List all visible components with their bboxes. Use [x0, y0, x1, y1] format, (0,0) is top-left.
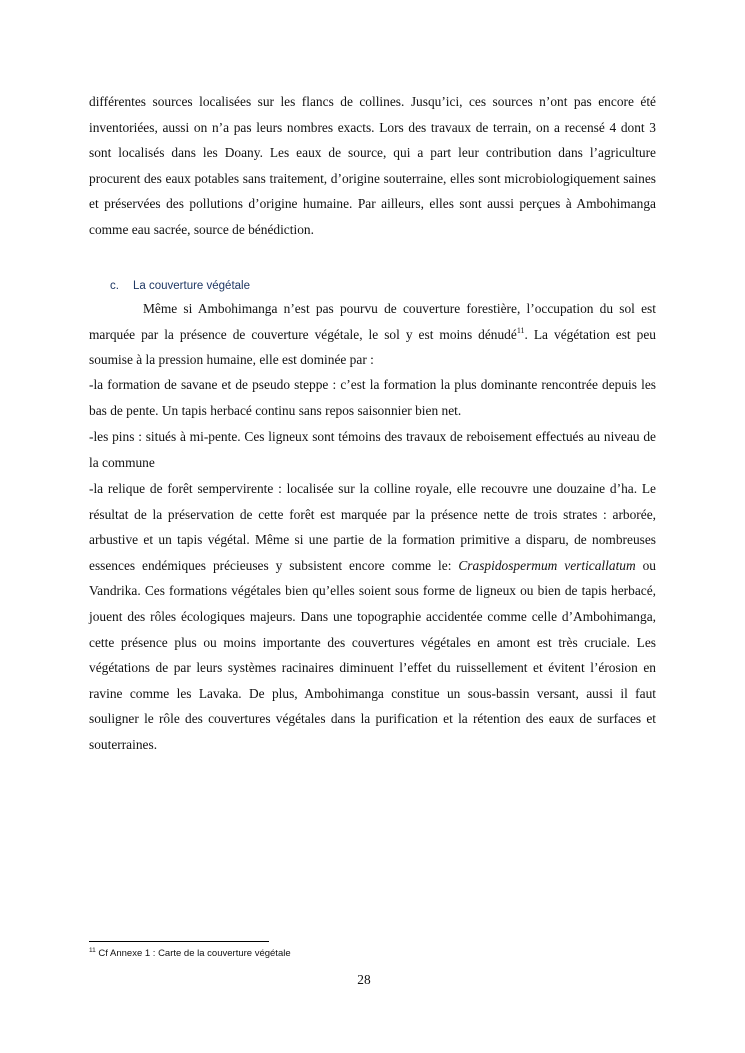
paragraph-water-sources: différentes sources localisées sur les flancs de collines. Jusqu’ici, ces sources n’ont pas encore été inventoriées, aussi on n’a pas leurs nombres exacts. Lors des travaux de terrain, on a recensé 4 dont 3 sont localisés dans les Doany. Les eaux de source, qui a part leur contribution dans l’agriculture procurent des eaux potables sans traitement, d’origine souterraine, elles sont microbiologiquement saines et préservées des pollutions d’origine humaine. Par ailleurs, elles sont aussi perçues à Ambohimanga comme eau sacrée, source de bénédiction.	[89, 94, 656, 237]
footnote	[89, 947, 291, 961]
page-number: 28	[357, 972, 371, 987]
intro-text-continued: . La végétation est peu soumise à la pression humaine, elle est dominée par :	[89, 326, 656, 368]
list-item-savane: -la formation de savane et de pseudo steppe : c’est la formation la plus dominante rencontrée depuis les bas de pente. Un tapis herbacé continu sans repos saisonnier bien net.	[89, 377, 656, 418]
species-name: Craspidospermum verticallatum	[458, 557, 636, 573]
section-marker: c.	[110, 280, 119, 292]
footnote-text: Cf Annexe 1 : Carte de la couverture végétale	[95, 948, 291, 959]
footnote-reference: 11	[516, 325, 525, 335]
list-item-foret	[89, 476, 656, 758]
paragraph-vegetation-intro	[89, 296, 656, 373]
section-title: La couverture végétale	[133, 280, 250, 292]
footnote-number: 11	[89, 947, 96, 954]
list-item-pins: -les pins : situés à mi-pente. Ces ligneux sont témoins des travaux de reboisement effectués au niveau de la commune	[89, 429, 656, 470]
section-heading	[110, 278, 250, 294]
foret-text: -la relique de forêt sempervirente : localisée sur la colline royale, elle recouvre une douzaine d’ha. Le résultat de la préservation de cette forêt est marquée par la présence nette de trois strates : arborée, arbustive et un tapis végétal. Même si une partie de la formation primitive a disparu, de nombreuses essences endémiques précieuses y subsistent encore comme le:	[89, 481, 656, 573]
intro-text: Même si Ambohimanga n’est pas pourvu de couverture forestière, l’occupation du sol est marquée par la présence de couverture végétale, le sol y est moins dénudé	[89, 301, 656, 342]
footnote-separator	[89, 941, 269, 942]
foret-text-continued: ou Vandrika. Ces formations végétales bien qu’elles soient sous forme de ligneux ou bien de tapis herbacé, jouent des rôles écologiques majeurs. Dans une topographie accidentée comme celle d’Ambohimanga, cette présence plus ou moins importante des couvertures végétales en amont est très cruciale. Les végétations de par leurs systèmes racinaires diminuent l’effet du ruissellement et évitent l’érosion en ravine comme les Lavaka. De plus, Ambohimanga constitue un sous-bassin versant, aussi il faut souligner le rôle des couvertures végétales dans la purification et la rétention des eaux de surfaces et souterraines.	[89, 557, 656, 752]
